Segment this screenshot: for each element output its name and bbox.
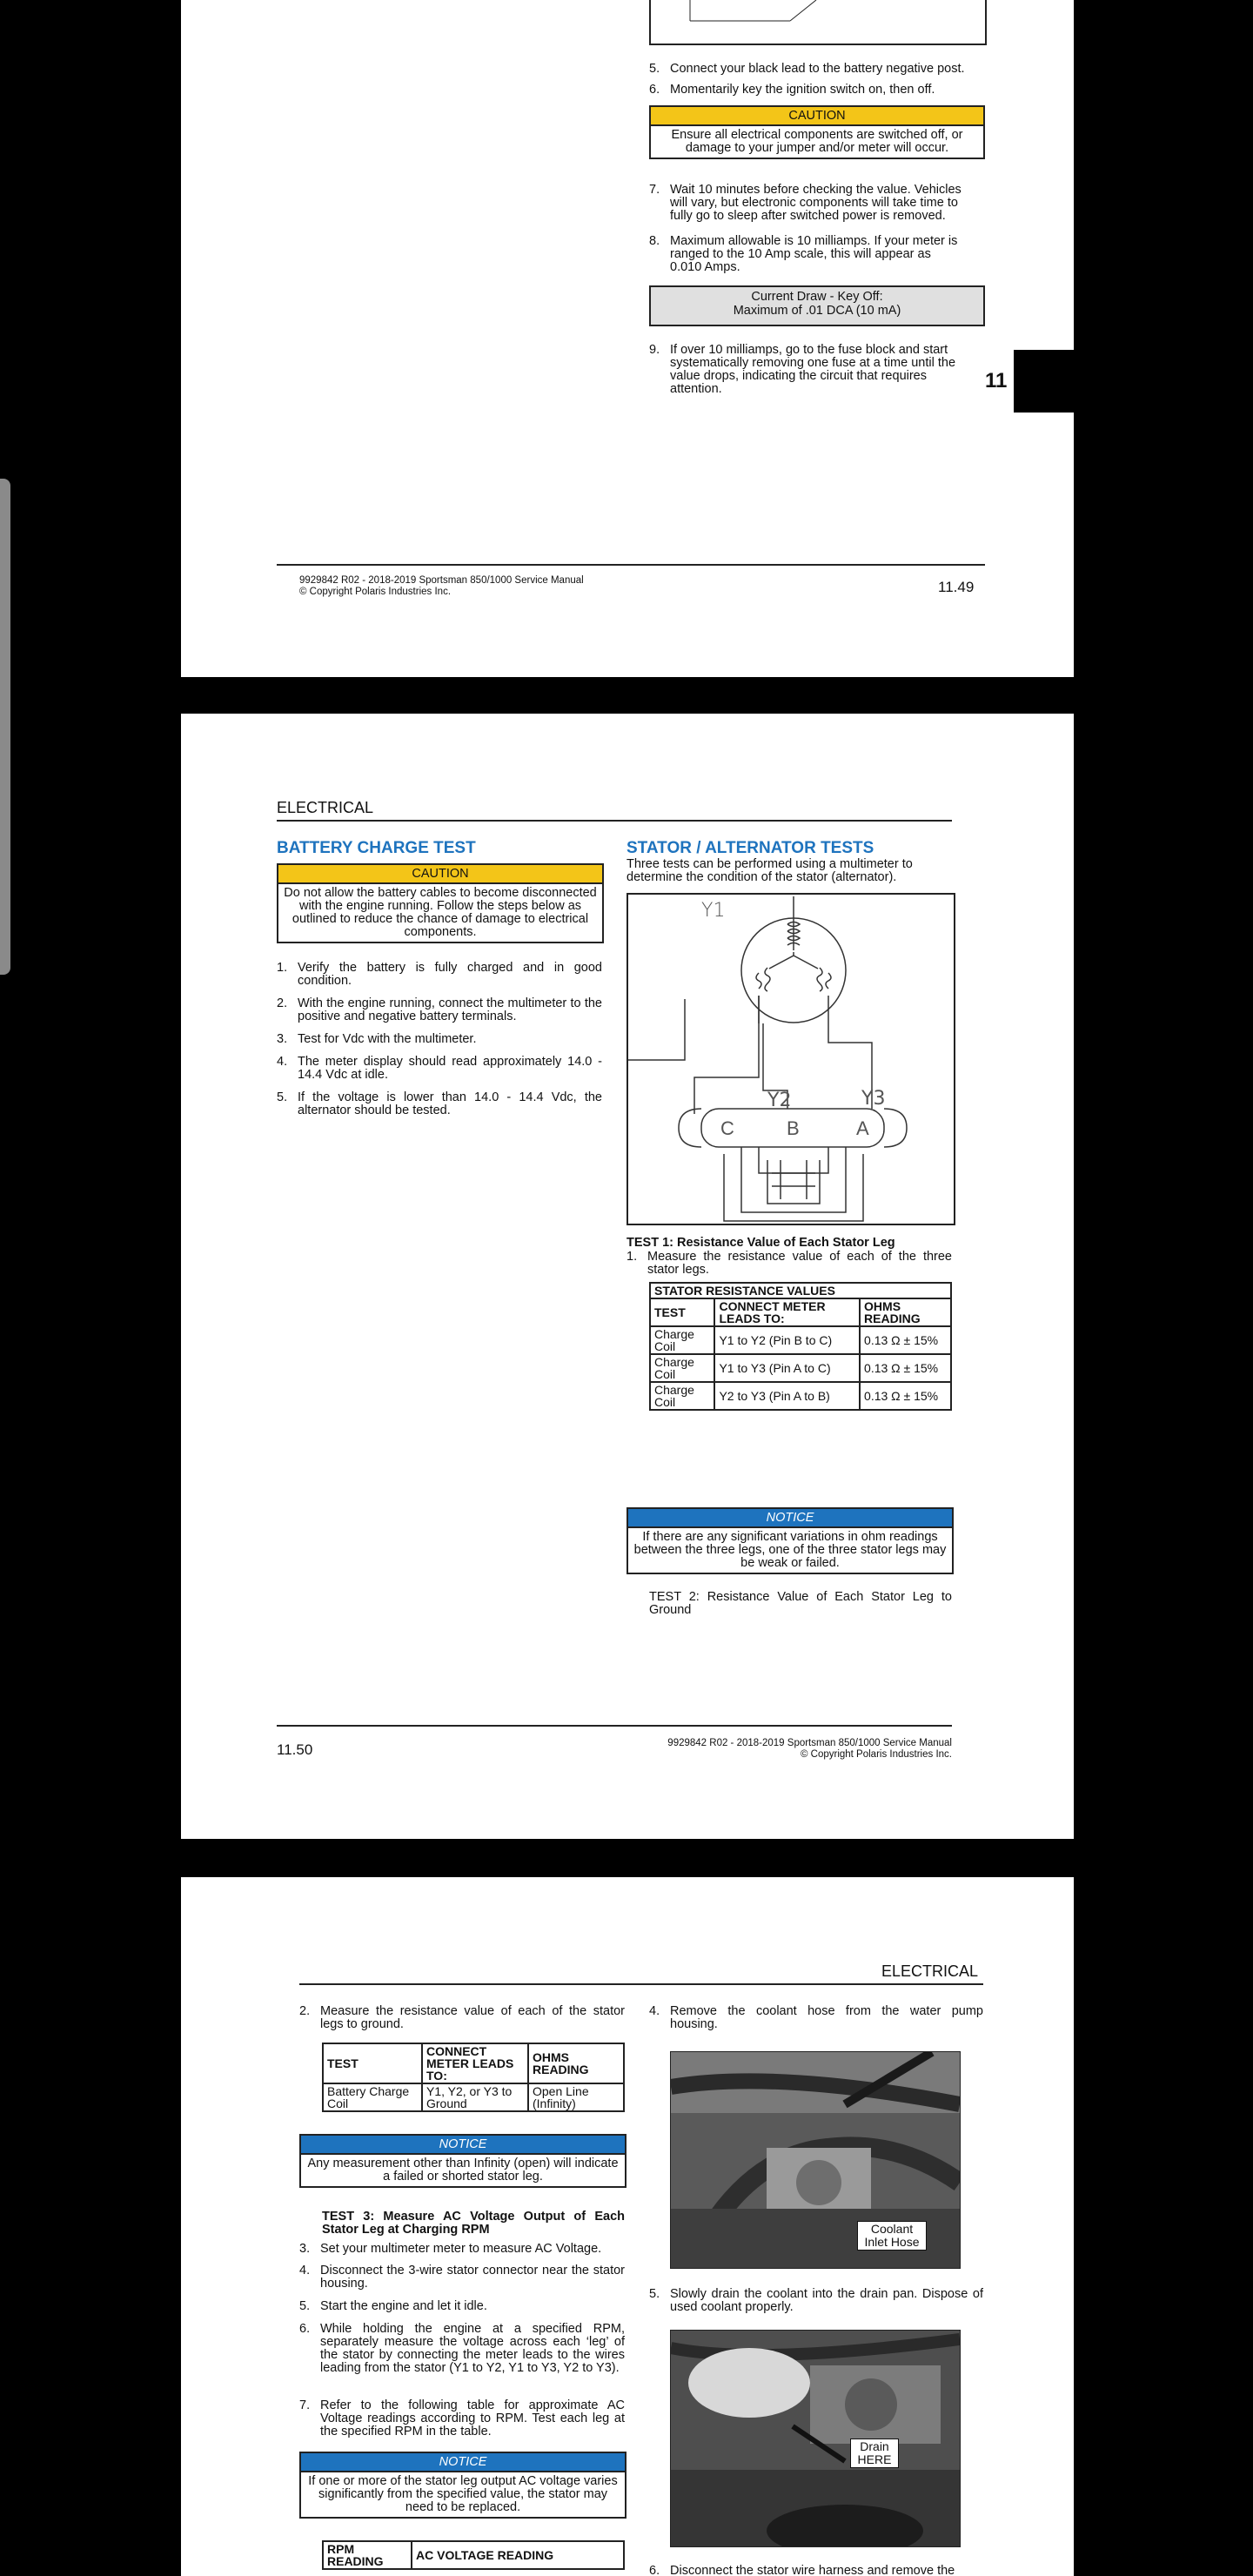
scroll-handle[interactable]: [0, 479, 10, 975]
table-row: Charge Coil Y1 to Y2 (Pin B to C) 0.13 Ω ± 15%: [650, 1326, 951, 1354]
page-11-50: ELECTRICAL BATTERY CHARGE TEST CAUTION Do not allow the battery cables to become disconnected with the engine running. Follow the steps below as outlined to reduce the chance of damage to electrical components. 1. Verify the battery is fully charged and in good condition. 2. With the engine running, connect the multimeter to the positive and negative battery terminals. 3. Test for Vdc with the multimeter. 4. The meter display should read approximately 14.0 - 14.4 Vdc at idle. 5. If the voltage is lower than 14.0 - 14.4 Vdc, the alternator should be tested. STATOR / ALTERNATOR TESTS Three tests can be performed using a multimeter to determine the condition of the stator (alternator). Y1 Y2 Y3 C B A TEST 1: Resistance Value of Each Stator Leg 1. Measure the resistance value of each of the three stator legs. STATOR RESISTANCE VALUES TEST CONNECT METER LEADS TO: OHMS READING Charge Coil Y1 to Y2 (Pin B to C) 0.13 Ω ± 15% Charge Coil Y1 to Y3 (Pin A to C) 0.13 Ω ± 15% Charge Coil Y2 to Y3 (Pin A to B) 0.13 Ω ± 15% NOTICE If there are any significant variations in ohm readings between the three legs, one of the three stator legs may be weak or failed. TEST 2: Resistance Value of Each Stator Leg to Ground 11.50 9929842 R02 - 2018-2019 Sportsman 850/1000 Service Manual © Copyright Polaris Industries Inc.: [181, 714, 1074, 1839]
caution-heading: CAUTION: [651, 107, 983, 126]
coolant-inlet-hose-label: Coolant Inlet Hose: [857, 2221, 927, 2251]
col-leads: CONNECT METER LEADS TO:: [714, 1298, 860, 1326]
label-a: A: [856, 1117, 869, 1139]
footer-manual: 9929842 R02 - 2018-2019 Sportsman 850/1000 Service Manual © Copyright Polaris Industries Inc.: [299, 575, 584, 597]
test2-text: TEST 2: Resistance Value of Each Stator Leg to Ground: [649, 1590, 952, 1617]
caution-box: [277, 863, 604, 943]
page-11-51: ELECTRICAL 2. Measure the resistance value of each of the stator legs to ground. TEST CONNECT METER LEADS TO: OHMS READING Battery Charge Coil Y1, Y2, or Y3 to Ground Open Line (Infinity) NOTICE Any measurement other than Infinity (open) will indicate a failed or shorted stator leg. TEST 3: Measure AC Voltage Output of Each Stator Leg at Charging RPM 3. Set your multimeter meter to measure AC Voltage. 4. Disconnect the 3-wire stator connector near the stator housing. 5. Start the engine and let it idle. 6. While holding the engine at a specified RPM, separately measure the voltage across each ‘leg’ of the stator by connecting the meter leads to the wires leading from the stator (Y1 to Y2, Y1 to Y3, Y2 to Y3). 7. Refer to the following table for approximate AC Voltage readings according to RPM. Test each leg at the specified RPM in the table. NOTICE If one or more of the stator leg output AC voltage varies significantly from the specified value, the stator may need to be replaced. RPM READING AC VOLTAGE READING 4. Remove the coolant hose from the water pump housing. Coolant Inlet Hose 5. Slowly drain the coolant into the drain pan. Dispose of used coolant properly. Drain HERE 6. Disconnect the stator wire harness and remove the: [181, 1877, 1074, 2576]
test3-title: TEST 3: Measure AC Voltage Output of Each Stator Leg at Charging RPM: [322, 2210, 625, 2237]
section-header: ELECTRICAL: [277, 799, 374, 816]
footer-manual: 9929842 R02 - 2018-2019 Sportsman 850/1000 Service Manual © Copyright Polaris Industries Inc.: [667, 1738, 952, 1760]
col-ac-voltage: AC VOLTAGE READING: [412, 2541, 624, 2569]
stator-wiring-diagram: [626, 893, 955, 1225]
table-title: STATOR RESISTANCE VALUES: [650, 1283, 951, 1298]
current-draw-box: [649, 285, 985, 326]
notice-text: Any measurement other than Infinity (open) will indicate a failed or shorted stator leg.: [307, 2157, 619, 2184]
caution-text: Ensure all electrical components are switched off, or damage to your jumper and/or meter will occur.: [671, 128, 963, 155]
ground-resistance-table: [322, 2043, 625, 2112]
section-header: ELECTRICAL: [881, 1962, 979, 1980]
notice-heading: NOTICE: [301, 2453, 625, 2472]
caution-text: Do not allow the battery cables to become disconnected with the engine running. Follow the steps below as outlined to reduce the chance of damage to electrical components.: [284, 886, 597, 939]
notice-heading: NOTICE: [628, 1509, 952, 1528]
col-leads: CONNECT METER LEADS TO:: [422, 2043, 528, 2083]
current-draw-line2: Maximum of .01 DCA (10 mA): [733, 304, 901, 318]
coolant-hose-photo: [670, 2051, 961, 2269]
col-ohms: OHMS READING: [860, 1298, 951, 1326]
col-rpm: RPM READING: [323, 2541, 412, 2569]
label-y3: Y3: [861, 1088, 886, 1110]
table-row: Charge Coil Y2 to Y3 (Pin A to B) 0.13 Ω ± 15%: [650, 1382, 951, 1410]
notice-text: If one or more of the stator leg output AC voltage varies significantly from the specified value, the stator may need to be replaced.: [308, 2474, 618, 2514]
col-test: TEST: [650, 1298, 714, 1326]
caution-heading: CAUTION: [278, 865, 602, 884]
caution-box: [649, 105, 985, 159]
table-row: Charge Coil Y1 to Y3 (Pin A to C) 0.13 Ω ± 15%: [650, 1354, 951, 1382]
drain-here-label: Drain HERE: [850, 2438, 899, 2468]
page-number: 11.50: [277, 1741, 313, 1758]
col-test: TEST: [323, 2043, 422, 2083]
header-rule: [277, 820, 952, 822]
footer-rule: [277, 564, 985, 566]
battery-charge-test-title: BATTERY CHARGE TEST: [277, 839, 476, 857]
label-y1: Y1: [701, 900, 726, 922]
stator-tests-title: STATOR / ALTERNATOR TESTS: [626, 839, 874, 857]
header-rule: [299, 1983, 983, 1985]
chapter-tab: [1014, 350, 1074, 413]
col-ohms: OHMS READING: [528, 2043, 624, 2083]
footer-rule: [277, 1725, 952, 1727]
label-y2: Y2: [767, 1090, 792, 1111]
current-draw-line1: Current Draw - Key Off:: [751, 290, 883, 304]
table-row: Battery Charge Coil Y1, Y2, or Y3 to Ground Open Line (Infinity): [323, 2083, 624, 2111]
rpm-voltage-table: [322, 2540, 625, 2570]
label-c: C: [720, 1117, 734, 1139]
notice-box: [299, 2452, 626, 2519]
notice-heading: NOTICE: [301, 2136, 625, 2155]
notice-text: If there are any significant variations in ohm readings between the three legs, one of the three stator legs may be weak or failed.: [633, 1530, 947, 1570]
figure-remnant: [649, 0, 987, 45]
page-number: 11.49: [938, 579, 975, 595]
stator-intro: Three tests can be performed using a multimeter to determine the condition of the stator (alternator).: [626, 857, 913, 884]
test1-title: TEST 1: Resistance Value of Each Stator Leg: [626, 1236, 895, 1250]
drain-photo: [670, 2330, 961, 2547]
notice-box: [626, 1507, 954, 1574]
label-b: B: [787, 1117, 800, 1139]
stator-resistance-table: [649, 1282, 952, 1411]
chapter-tab-label: 11: [985, 369, 1008, 392]
notice-box: [299, 2134, 626, 2188]
page-11-49: 5. Connect your black lead to the battery negative post. 6. Momentarily key the ignition switch on, then off. CAUTION Ensure all electrical components are switched off, or damage to your jumper and/or meter will occur. 7. Wait 10 minutes before checking the value. Vehicles will vary, but electronic components will take time to fully go to sleep after switched power is removed. 8. Maximum allowable is 10 milliamps. If your meter is ranged to the 10 Amp scale, this will appear as 0.010 Amps. Current Draw - Key Off: Maximum of .01 DCA (10 mA) 9. If over 10 milliamps, go to the fuse block and start systematically removing one fuse at a time until the value drops, indicating the circuit that requires attention. 11 9929842 R02 - 2018-2019 Sportsman 850/1000 Service Manual © Copyright Polaris Industries Inc. 11.49: [181, 0, 1074, 677]
